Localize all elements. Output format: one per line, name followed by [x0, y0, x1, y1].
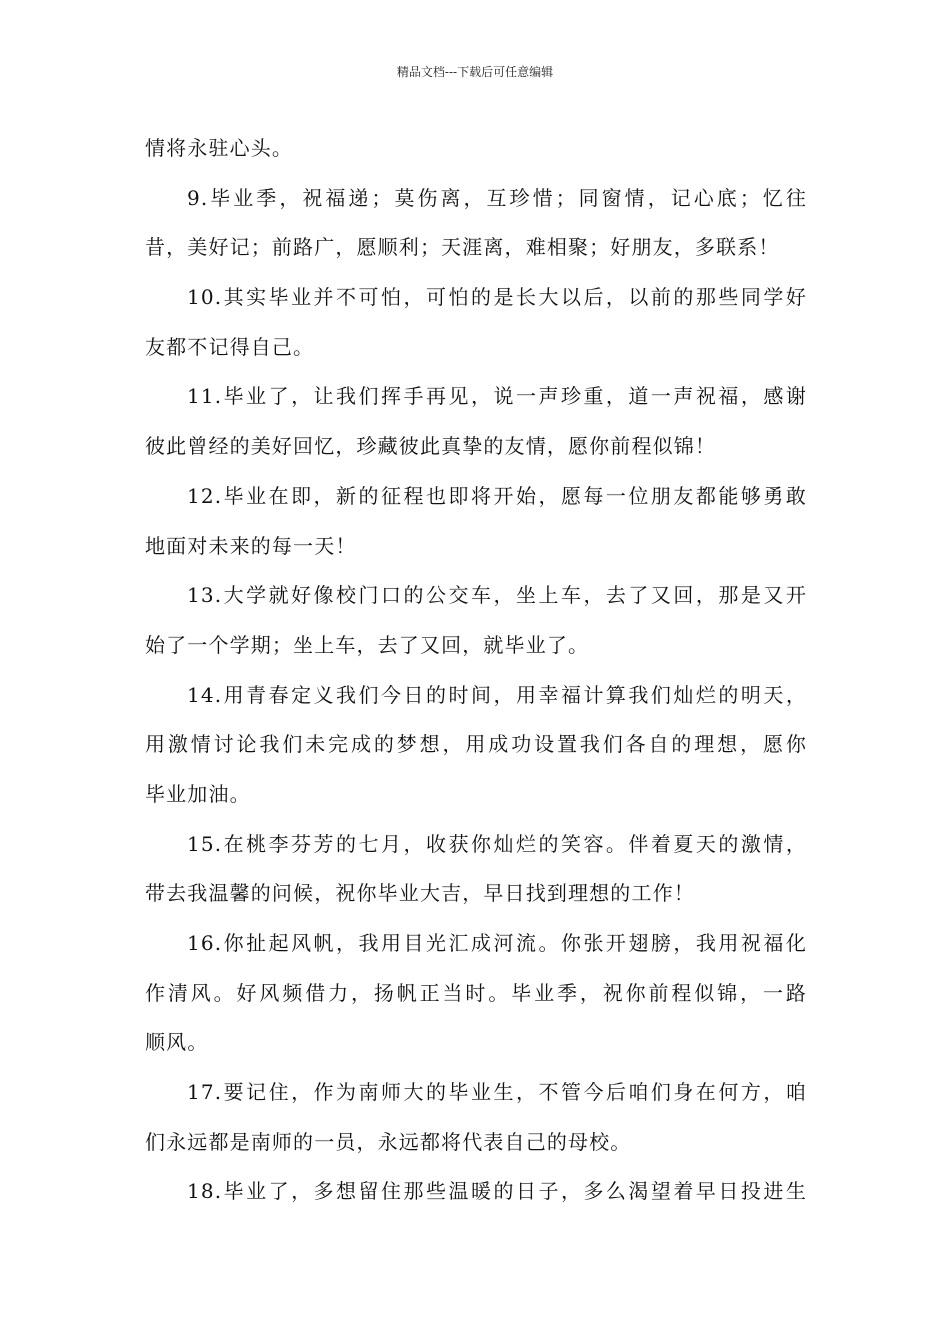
- text-line: 17.要记住，作为南师大的毕业生，不管今后咱们身在何方，咱: [187, 1080, 807, 1105]
- text-line: 10.其实毕业并不可怕，可怕的是长大以后，以前的那些同学好: [187, 285, 807, 310]
- paragraph: [145, 273, 807, 372]
- text-line: 始了一个学期；坐上车，去了又回，就毕业了。: [145, 632, 590, 657]
- page-header: 精品文档---下载后可任意编辑: [396, 65, 554, 79]
- paragraph: [145, 174, 807, 273]
- paragraph: [145, 372, 807, 471]
- document-body: [145, 124, 807, 1217]
- text-line: 用激情讨论我们未完成的梦想，用成功设置我们各自的理想，愿你: [145, 732, 807, 757]
- text-line: 11.毕业了，让我们挥手再见，说一声珍重，道一声祝福，感谢: [187, 384, 807, 409]
- text-line: 12.毕业在即，新的征程也即将开始，愿每一位朋友都能够勇敢: [187, 483, 807, 508]
- text-line: 15.在桃李芬芳的七月，收获你灿烂的笑容。伴着夏天的激情，: [187, 831, 807, 856]
- paragraph: [145, 1167, 807, 1217]
- text-line: 带去我温馨的问候，祝你毕业大吉，早日找到理想的工作！: [145, 881, 695, 906]
- text-line: 地面对未来的每一天！: [145, 533, 357, 558]
- text-line: 18.毕业了，多想留住那些温暖的日子，多么渴望着早日投进生: [187, 1179, 807, 1204]
- text-line: 彼此曾经的美好回忆，珍藏彼此真挚的友情，愿你前程似锦！: [145, 434, 717, 459]
- paragraph: [145, 1068, 807, 1167]
- paragraph: [145, 919, 807, 1068]
- paragraph: [145, 671, 807, 820]
- paragraph: [145, 571, 807, 670]
- text-line: 昔，美好记；前路广，愿顺利；天涯离，难相聚；好朋友，多联系！: [145, 235, 780, 260]
- paragraph: [145, 820, 807, 919]
- text-line: 们永远都是南师的一员，永远都将代表自己的母校。: [145, 1129, 632, 1154]
- text-line: 9.毕业季，祝福递；莫伤离，互珍惜；同窗情，记心底；忆往: [187, 185, 807, 210]
- text-line: 14.用青春定义我们今日的时间，用幸福计算我们灿烂的明天，: [187, 682, 807, 707]
- paragraph: [145, 472, 807, 571]
- text-line: 毕业加油。: [145, 781, 251, 806]
- text-line: 13.大学就好像校门口的公交车，坐上车，去了又回，那是又开: [187, 583, 807, 608]
- paragraph: [145, 124, 807, 174]
- text-line: 作清风。好风频借力，扬帆正当时。毕业季，祝你前程似锦，一路: [145, 980, 807, 1005]
- text-line: 顺风。: [145, 1030, 209, 1055]
- text-line: 16.你扯起风帆，我用目光汇成河流。你张开翅膀，我用祝福化: [187, 931, 807, 955]
- text-line: 情将永驻心头。: [145, 136, 294, 160]
- text-line: 友都不记得自己。: [145, 334, 315, 359]
